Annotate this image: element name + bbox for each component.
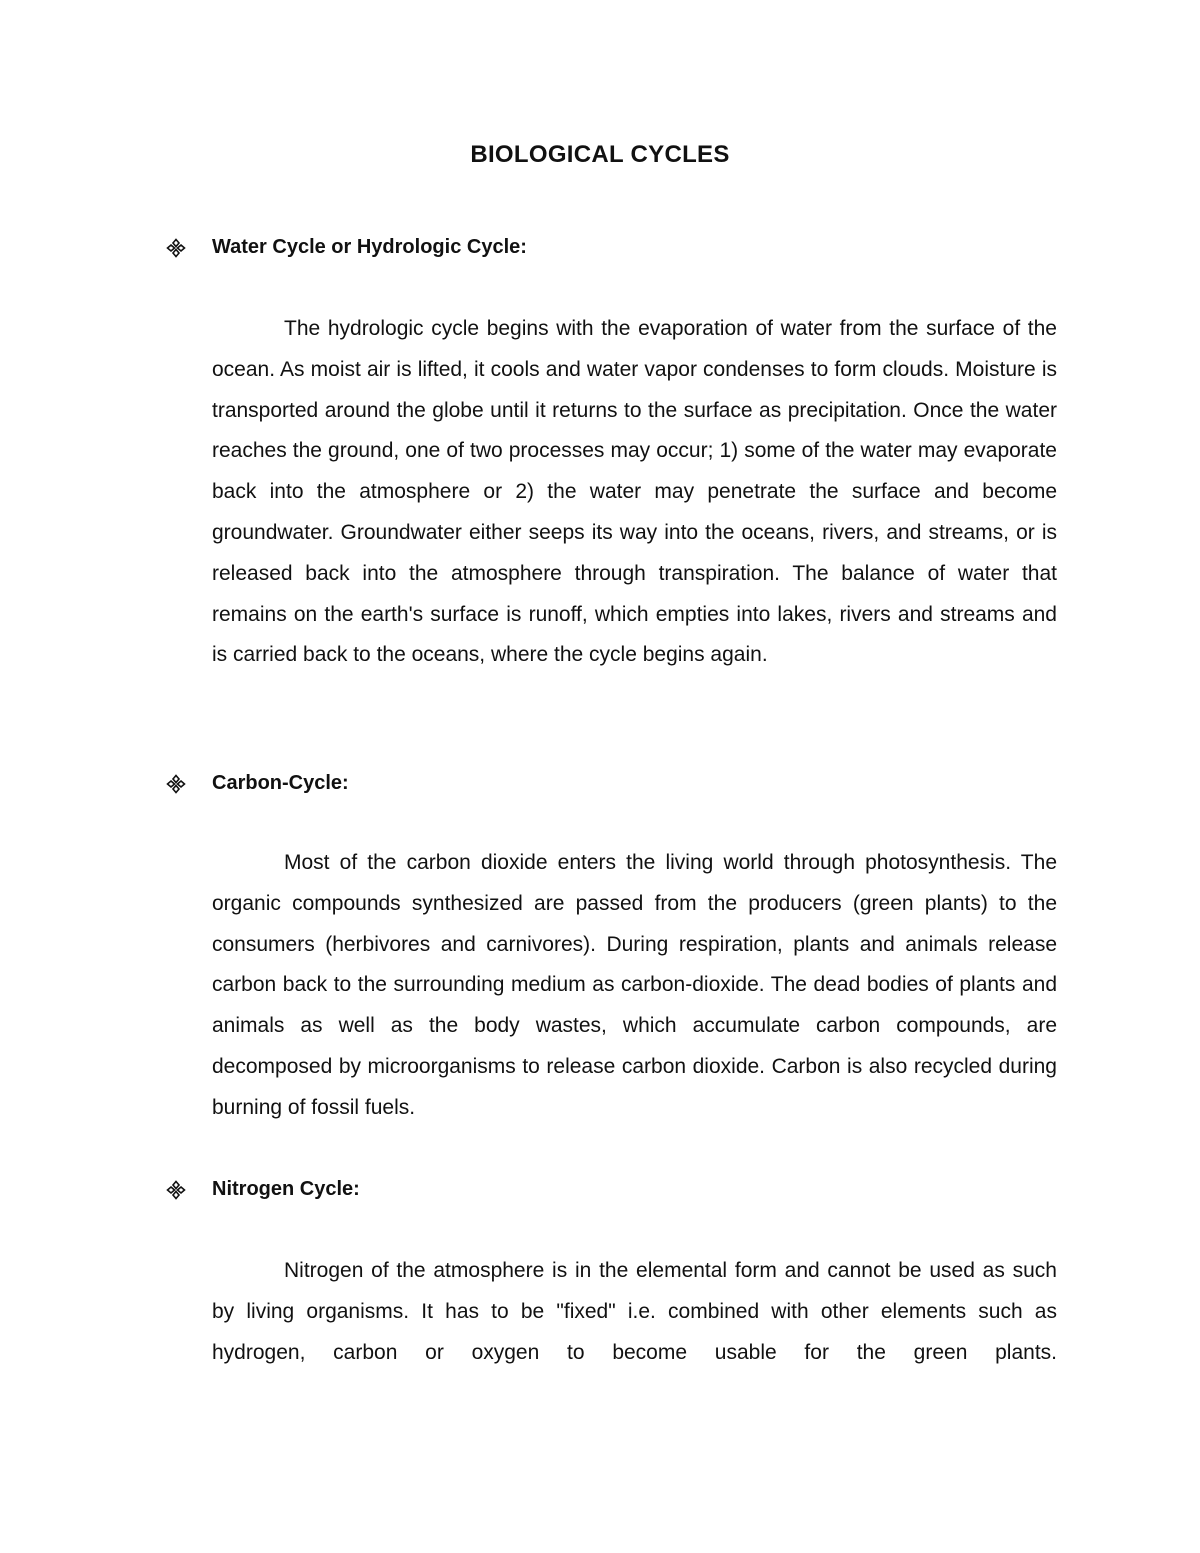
section-body-water-cycle: The hydrologic cycle begins with the evaporation of water from the surface of the ocean. As moist air is lifted, it cools and water vapor condenses to form clouds. Moisture is transported around the globe until it returns to the surface as precipitation. Once the water reaches the ground, one of two processes may occur; 1) some of the water may evaporate back into the atmosphere or 2) the water may penetrate the surface and become groundwater. Groundwater either seeps its way into the oceans, rivers, and streams, or is released back into the atmosphere through transpiration. The balance of water that remains on the earth's surface is runoff, which empties into lakes, rivers and streams and is carried back to the oceans, where the cycle begins again. bbox=[212, 317, 1057, 667]
diamond-bullet-icon bbox=[166, 238, 186, 258]
diamond-bullet-icon bbox=[166, 774, 186, 794]
section-body-carbon-cycle: Most of the carbon dioxide enters the living world through photosynthesis. The organic compounds synthesized are passed from the producers (green plants) to the consumers (herbivores and carnivores). During respiration, plants and animals release carbon back to the surrounding medium as carbon-dioxide. The dead bodies of plants and animals as well as the body wastes, which accumulate carbon compounds, are decomposed by microorganisms to release carbon dioxide. Carbon is also recycled during burning of fossil fuels. bbox=[212, 851, 1057, 1119]
section-heading-nitrogen-cycle bbox=[166, 1178, 360, 1201]
document-title: BIOLOGICAL CYCLES bbox=[470, 141, 730, 168]
section-heading-label: Carbon-Cycle: bbox=[212, 772, 349, 794]
diamond-bullet-icon bbox=[166, 1180, 186, 1200]
section-heading-water-cycle bbox=[166, 236, 527, 259]
section-body-nitrogen-cycle: Nitrogen of the atmosphere is in the elemental form and cannot be used as such by living organisms. It has to be "fixed" i.e. combined with other elements such as hydrogen, carbon or oxygen to become usable for the green plants. bbox=[212, 1259, 1057, 1364]
section-heading-label: Nitrogen Cycle: bbox=[212, 1178, 360, 1200]
section-heading-label: Water Cycle or Hydrologic Cycle: bbox=[212, 236, 527, 258]
section-heading-carbon-cycle bbox=[166, 772, 349, 795]
